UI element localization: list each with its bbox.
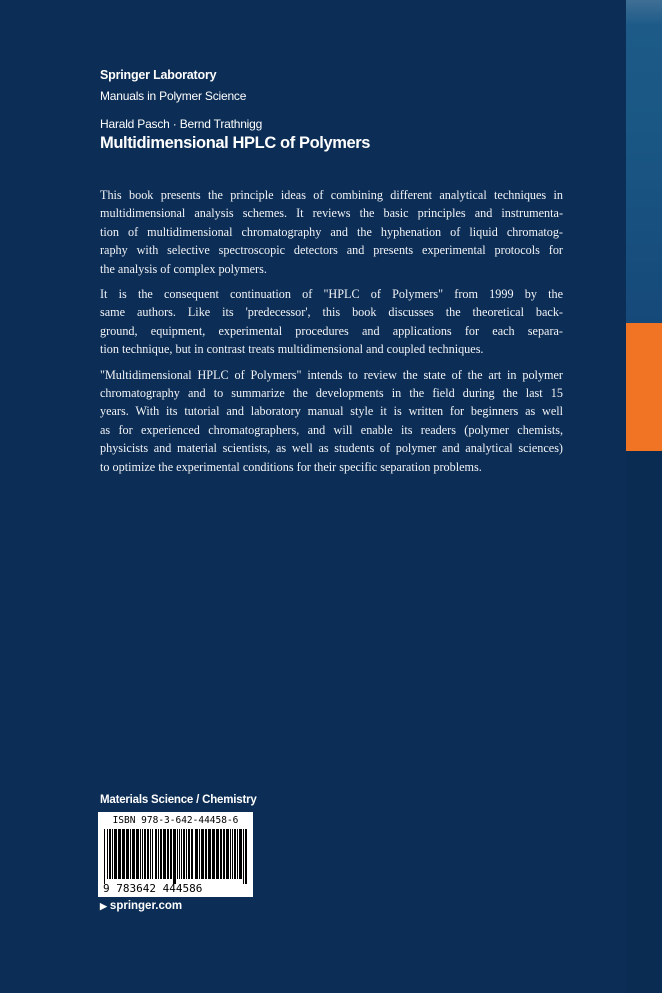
triangle-right-icon: ▶	[100, 901, 107, 911]
barcode-bar	[220, 829, 222, 879]
description-line: It is the consequent continuation of "HPLC of Polymers" from 1999 by the	[100, 287, 563, 302]
blue-band	[626, 0, 662, 323]
description-paragraph	[100, 366, 563, 476]
springer-link-text: springer.com	[109, 900, 183, 912]
barcode-bar	[216, 829, 219, 879]
barcode-digits: 9 783642 444586	[103, 882, 203, 895]
barcode-bar	[181, 829, 182, 879]
isbn-barcode	[98, 812, 253, 897]
description-paragraph	[100, 186, 563, 278]
description-line: years. With its tutorial and laboratory manual style it is written for beginners as well	[100, 404, 563, 419]
barcode-bar	[109, 829, 111, 879]
barcode-bar	[243, 829, 244, 884]
barcode-bar	[183, 829, 185, 879]
barcode-bar	[226, 829, 229, 879]
barcode-bar	[167, 829, 169, 879]
barcode-bar	[132, 829, 135, 879]
barcode-bar	[179, 829, 180, 879]
barcode-bar	[237, 829, 238, 879]
barcode-bar	[234, 829, 236, 879]
barcode-bar	[199, 829, 200, 879]
barcode-bar	[188, 829, 190, 879]
barcode-bar	[114, 829, 117, 879]
barcode-bar	[212, 829, 215, 879]
barcode-bar	[245, 829, 247, 884]
barcode-bar	[158, 829, 159, 879]
description-line: as for experienced chromatographers, and will enable its readers (polymer chemists,	[100, 422, 563, 437]
description-line: "Multidimensional HPLC of Polymers" intends to review the state of the art in polymer	[100, 367, 563, 382]
barcode-bar	[122, 829, 125, 879]
barcode-bar	[173, 829, 176, 884]
barcode-bar	[201, 829, 204, 879]
barcode-bar	[191, 829, 193, 879]
description-line: to optimize the experimental conditions for their specific separation problems.	[100, 459, 482, 474]
barcode-bar	[160, 829, 162, 879]
barcode-bar	[205, 829, 207, 879]
barcode-bar	[142, 829, 143, 879]
barcode-bar	[118, 829, 121, 879]
barcode-bar	[136, 829, 139, 879]
barcode-bar	[195, 829, 198, 879]
spine-strip	[626, 0, 662, 993]
description-line: the analysis of complex polymers.	[100, 261, 267, 276]
barcode-bars	[104, 829, 247, 884]
barcode-bar	[163, 829, 166, 879]
description-line: chromatography and to summarize the developments in the field during the last 15	[100, 386, 563, 401]
description-line: This book presents the principle ideas of combining different analytical techniques in	[100, 188, 563, 202]
barcode-bar	[107, 829, 108, 879]
description-line: same authors. Like its 'predecessor', this book discusses the theoretical back-	[100, 305, 563, 320]
description-line: multidimensional analysis schemes. It reviews the basic principles and instrumenta-	[100, 206, 563, 221]
barcode-bar	[230, 829, 231, 879]
barcode-bar	[177, 829, 178, 879]
series-name: Springer Laboratory	[100, 68, 217, 82]
barcode-bar	[232, 829, 233, 879]
barcode-bar	[223, 829, 225, 879]
subject-category: Materials Science / Chemistry	[100, 794, 257, 806]
description-line: tion technique, but in contrast treats multidimensional and coupled techniques.	[100, 342, 484, 357]
barcode-bar	[150, 829, 151, 879]
barcode-bar	[147, 829, 149, 879]
barcode-bar	[112, 829, 113, 879]
barcode-bar	[186, 829, 187, 879]
barcode-bar	[140, 829, 141, 879]
barcode-bar	[152, 829, 153, 879]
description-line: tion of multidimensional chromatography and the hyphenation of liquid chromatog-	[100, 224, 563, 239]
barcode-bar	[104, 829, 105, 884]
book-description	[100, 186, 563, 483]
isbn-label: ISBN 978-3-642-44458-6	[112, 815, 239, 826]
description-line: raphy with selective spectroscopic detectors and presents experimental protocols for	[100, 243, 563, 258]
barcode-bar	[126, 829, 129, 879]
orange-band	[626, 323, 662, 451]
barcode-bar	[130, 829, 131, 879]
book-authors: Harald Pasch · Bernd Trathnigg	[100, 117, 263, 131]
series-subtitle: Manuals in Polymer Science	[100, 89, 247, 103]
description-line: physicists and material scientists, as well as students of polymer and analytical sciences)	[100, 441, 563, 456]
barcode-bar	[239, 829, 242, 879]
barcode-bar	[170, 829, 172, 879]
springer-link[interactable]	[100, 900, 182, 912]
barcode-bar	[144, 829, 146, 879]
book-title: Multidimensional HPLC of Polymers	[100, 134, 371, 152]
description-line: ground, equipment, experimental procedures and applications for each separa-	[100, 323, 563, 338]
barcode-bar	[208, 829, 211, 879]
description-paragraph	[100, 285, 563, 359]
barcode-bar	[155, 829, 157, 879]
